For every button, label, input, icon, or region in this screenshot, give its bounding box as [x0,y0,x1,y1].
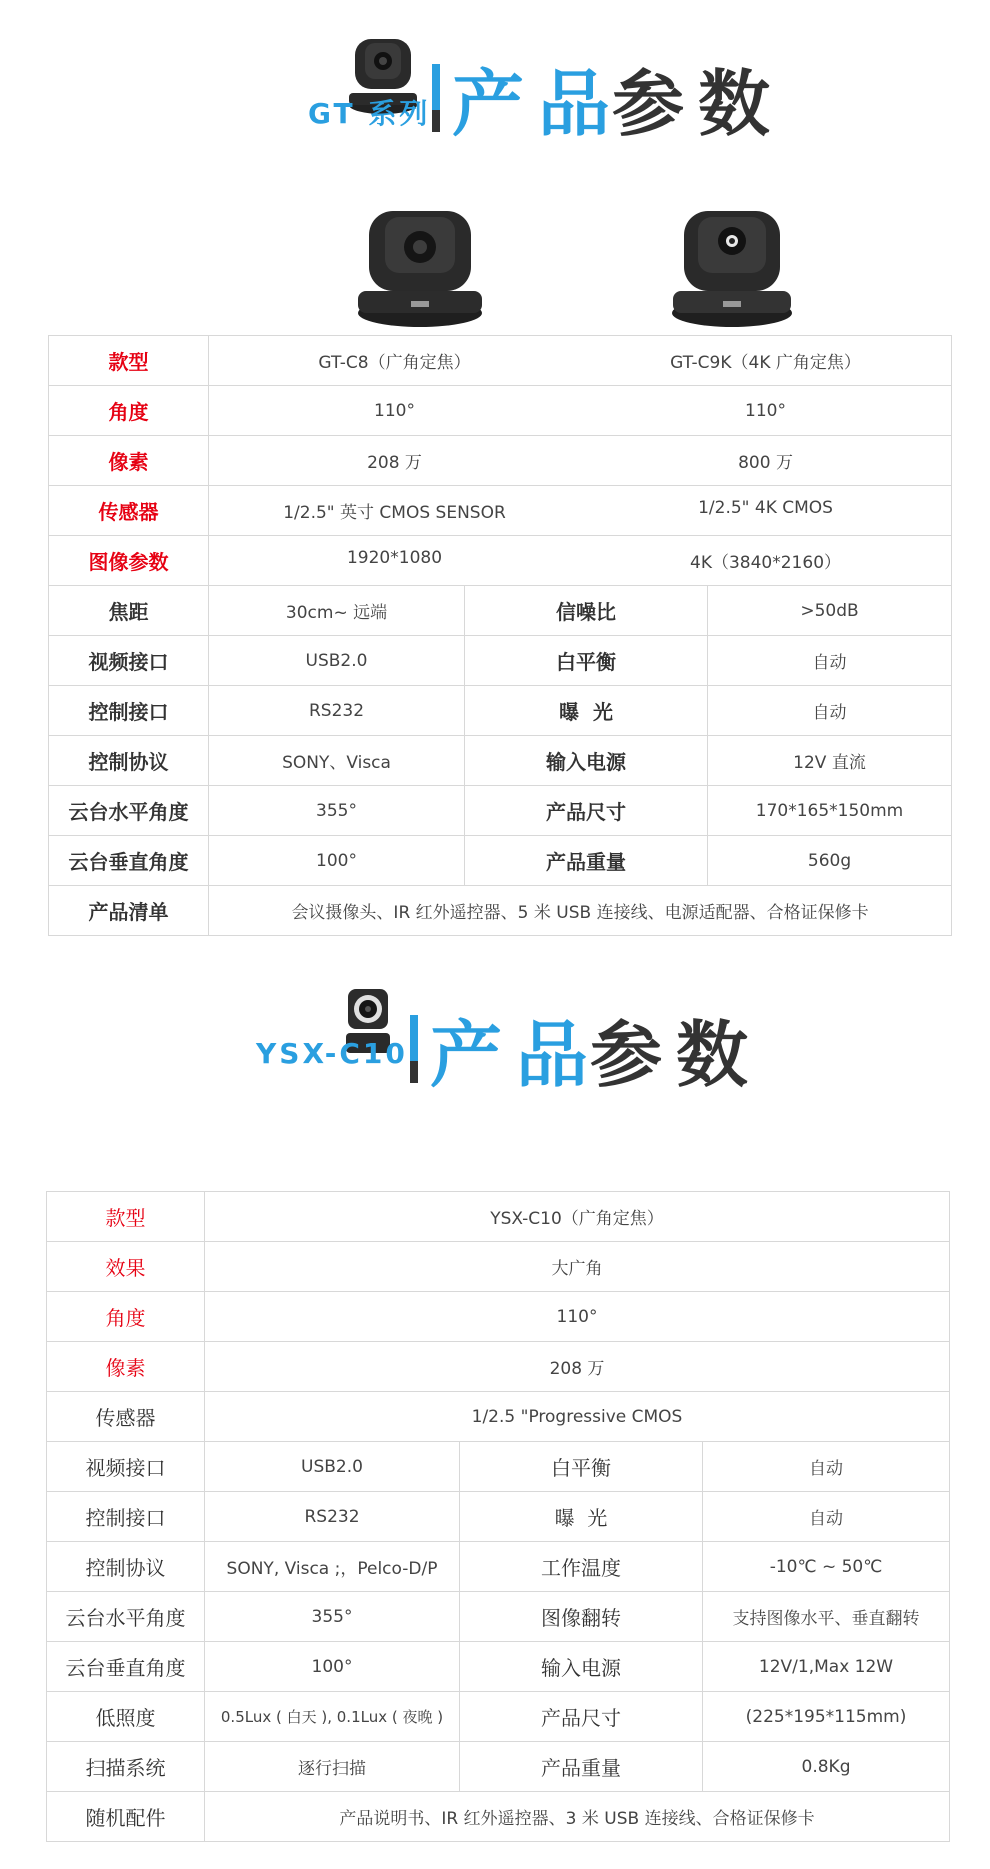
title-divider [432,64,440,132]
spec-value: SONY, Visca ;，Pelco-D/P [205,1542,460,1592]
spec-value: >50dB [708,586,952,636]
spec-key: 云台水平角度 [47,1592,205,1642]
spec-value: RS232 [205,1492,460,1542]
spec-key: 曝 光 [465,686,708,736]
title-product: 产品 [452,62,625,146]
spec-value: 0.5Lux ( 白天 ), 0.1Lux ( 夜晚 ) [205,1692,460,1742]
spec-key: 控制接口 [47,1492,205,1542]
table-row [49,386,952,436]
spec-key: 产品尺寸 [460,1692,703,1742]
spec-value: 自动 [703,1492,950,1542]
spec-key: 产品清单 [49,886,209,936]
table-row [47,1742,950,1792]
gt-c9k-value: 110° [745,400,786,421]
spec-key: 白平衡 [460,1442,703,1492]
spec-key: 视频接口 [47,1442,205,1492]
spec-value: SONY、Visca [209,736,465,786]
row-value: 110° [205,1292,950,1342]
table-row [49,836,952,886]
section1-header [0,30,990,150]
spec-value: RS232 [209,686,465,736]
series-label: YSX-C10 [256,1037,408,1070]
table-row [47,1642,950,1692]
row-value: 大广角 [205,1242,950,1292]
gt-c8-value: 110° [374,400,415,421]
gt-c9k-value: 1/2.5" 4K CMOS [698,498,833,518]
spec-key: 信噪比 [465,586,708,636]
spec-key: 控制协议 [49,736,209,786]
row-label: 角度 [49,386,209,436]
spec-value: 355° [209,786,465,836]
package-list: 会议摄像头、IR 红外遥控器、5 米 USB 连接线、电源适配器、合格证保修卡 [209,886,952,936]
title-params: 参数 [612,62,785,146]
table-row [47,1692,950,1742]
spec-value: USB2.0 [205,1442,460,1492]
spec-key: 输入电源 [460,1642,703,1692]
series-label: GT 系列 [308,97,431,130]
table-row [49,736,952,786]
spec-value: 自动 [703,1442,950,1492]
table-row [47,1192,950,1242]
gt-c9k-value: 800 万 [738,453,793,473]
spec-key: 产品尺寸 [465,786,708,836]
spec-key: 视频接口 [49,636,209,686]
table-row [47,1342,950,1392]
spec-key: 云台水平角度 [49,786,209,836]
spec-key: 白平衡 [465,636,708,686]
spec-value: 355° [205,1592,460,1642]
spec-value: 12V/1,Max 12W [703,1642,950,1692]
row-label: 角度 [47,1292,205,1342]
row-value: YSX-C10（广角定焦） [205,1192,950,1242]
spec-key: 控制协议 [47,1542,205,1592]
spec-value: 560g [708,836,952,886]
spec-value: 100° [209,836,465,886]
spec-value: 12V 直流 [708,736,952,786]
row-label: 传感器 [47,1392,205,1442]
table-row [47,1492,950,1542]
table-row [47,1442,950,1492]
table-row [47,1542,950,1592]
table-row [47,1242,950,1292]
spec-key: 曝 光 [460,1492,703,1542]
gt-c9k-value: GT-C9K（4K 广角定焦） [670,353,861,373]
spec-value: 170*165*150mm [708,786,952,836]
spec-key: 焦距 [49,586,209,636]
spec-value: (225*195*115mm) [703,1692,950,1742]
title-product: 产品 [430,1013,603,1097]
table-row [47,1292,950,1342]
table-row [49,636,952,686]
title-params: 参数 [590,1013,763,1097]
camera-gt-c9k-image [670,205,795,330]
gt-c9k-value: 4K（3840*2160） [690,553,842,573]
table-row [49,536,952,586]
table-row [49,786,952,836]
table-row [49,336,952,386]
spec-key: 低照度 [47,1692,205,1742]
camera-gt-c8-image [355,205,485,330]
row-value: 208 万 [205,1342,950,1392]
table-row [49,586,952,636]
gt-c8-value: 1/2.5" 英寸 CMOS SENSOR [283,503,506,523]
table-row [49,886,952,936]
spec-key: 图像翻转 [460,1592,703,1642]
gt-c8-value: 208 万 [367,453,422,473]
spec-value: 100° [205,1642,460,1692]
gt-c8-value: 1920*1080 [346,548,443,568]
row-label: 传感器 [49,486,209,536]
spec-key: 控制接口 [49,686,209,736]
spec-key: 产品重量 [460,1742,703,1792]
spec-key: 云台垂直角度 [47,1642,205,1692]
spec-value: 自动 [708,636,952,686]
spec-value: 0.8Kg [703,1742,950,1792]
row-label: 款型 [49,336,209,386]
gt-c8-value: GT-C8（广角定焦） [318,353,471,373]
row-value: 1/2.5 "Progressive CMOS [205,1392,950,1442]
spec-value: -10℃ ~ 50℃ [703,1542,950,1592]
table-row [49,436,952,486]
title-divider [410,1015,418,1083]
section2-header [0,975,990,1095]
row-label: 效果 [47,1242,205,1292]
gt-spec-table [48,335,952,936]
row-label: 款型 [47,1192,205,1242]
spec-key: 扫描系统 [47,1742,205,1792]
spec-key: 云台垂直角度 [49,836,209,886]
spec-key: 工作温度 [460,1542,703,1592]
spec-value: USB2.0 [209,636,465,686]
row-label: 图像参数 [49,536,209,586]
spec-value: 支持图像水平、垂直翻转 [703,1592,950,1642]
spec-value: 自动 [708,686,952,736]
spec-key: 输入电源 [465,736,708,786]
table-row [49,686,952,736]
table-row [47,1392,950,1442]
ysx-spec-table [46,1191,950,1842]
spec-value: 30cm~ 远端 [209,586,465,636]
spec-value: 逐行扫描 [205,1742,460,1792]
table-row [49,486,952,536]
spec-key: 产品重量 [465,836,708,886]
row-label: 像素 [47,1342,205,1392]
row-label: 像素 [49,436,209,486]
accessory-list: 产品说明书、IR 红外遥控器、3 米 USB 连接线、合格证保修卡 [205,1792,950,1842]
table-row [47,1792,950,1842]
spec-key: 随机配件 [47,1792,205,1842]
table-row [47,1592,950,1642]
